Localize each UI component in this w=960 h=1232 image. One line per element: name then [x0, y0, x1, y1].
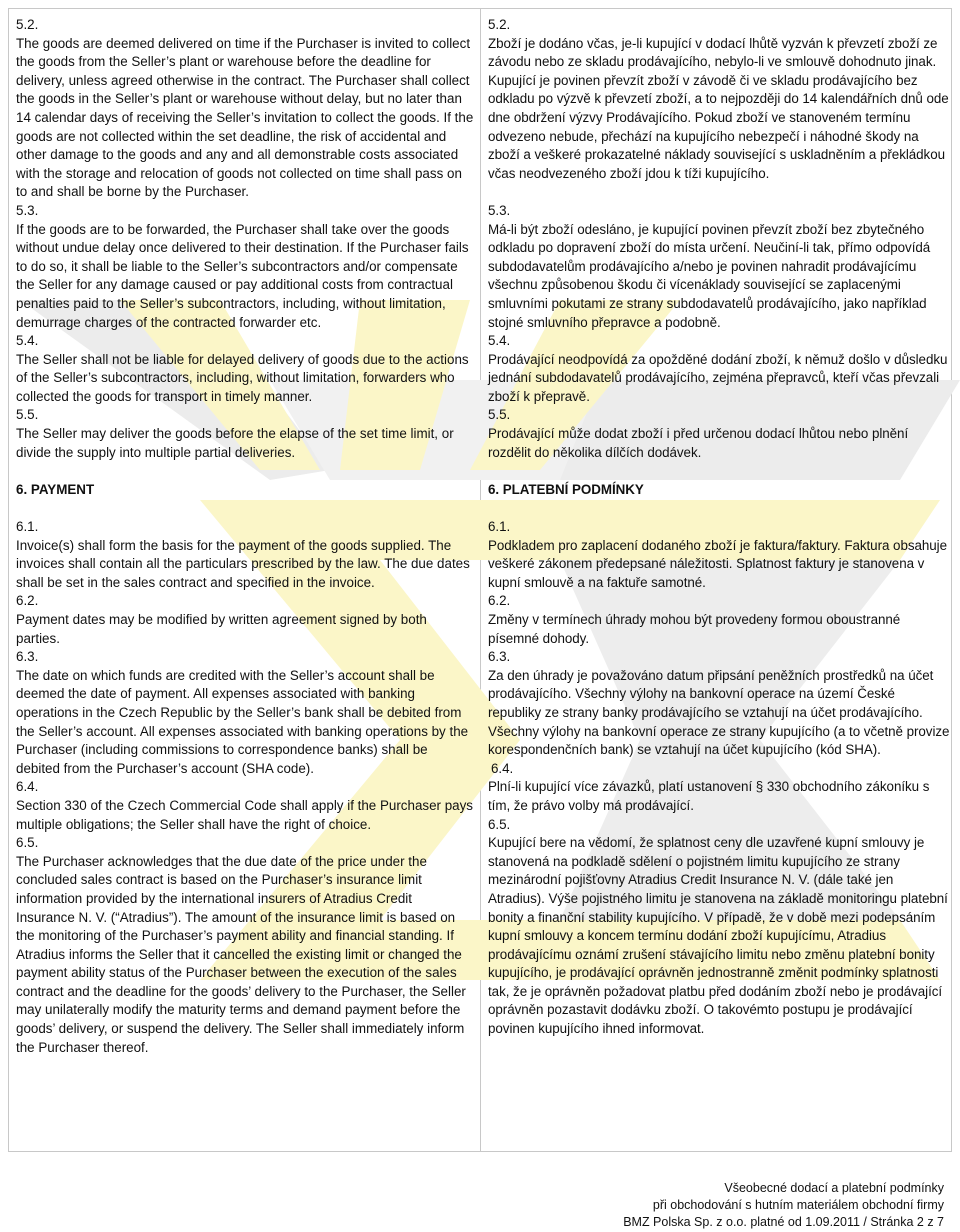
english-column	[16, 16, 474, 1057]
section-6-heading-cz: 6. PLATEBNÍ PODMÍNKY	[488, 481, 644, 497]
section-6-2-text-cz: Změny v termínech úhrady mohou být provedeny formou oboustranné písemné dohody.	[488, 612, 901, 646]
section-6-2-number-cz: 6.2.	[488, 593, 511, 609]
section-5-2-text-cz: Zboží je dodáno včas, je-li kupující v dodací lhůtě vyzván k převzetí zboží ze závodu nebo ze skladu prodávajícího, nebylo-li ve smlouvě dohodnuto jinak. Kupující je povinen převzít zboží v závodě či ve skladu prodávajícího bez odkladu po výzvě k převzetí zboží, a to nejpozději do 14 kalendářních dnů ode dne obdržení výzvy Prodávajícího. Pokud zboží ve stanoveném termínu odvezeno nebude, přechází na kupujícího nebezpečí i náhodné škody na zboží a veškeré prokazatelné náklady související s uskladněním a překládkou včas neodvezeného zboží jdou k tíži kupujícího.	[488, 35, 949, 181]
section-6-4-number-cz: 6.4.	[491, 760, 514, 776]
spacer	[16, 499, 474, 518]
section-5-4-number-cz: 5.4.	[488, 333, 511, 349]
section-5-5-text: The Seller may deliver the goods before the elapse of the set time limit, or divide the supply into multiple partial deliveries.	[16, 426, 454, 460]
section-6-1-text: Invoice(s) shall form the basis for the payment of the goods supplied. The invoices shall contain all the particulars prescribed by the law. The due dates shall be set in the sales contract and specified in the invoice.	[16, 537, 470, 590]
section-6-heading: 6. PAYMENT	[16, 481, 95, 497]
section-6-4-text: Section 330 of the Czech Commercial Code shall apply if the Purchaser pays multiple obligations; the Seller shall have the right of choice.	[16, 797, 474, 832]
section-5-4-text-cz: Prodávající neodpovídá za opožděné dodání zboží, k němuž došlo v důsledku jednání subdodavatelů prodávajícího, zejména přepravců, kteří včas převzali zboží k přepravě.	[488, 351, 948, 404]
section-5-3-number: 5.3.	[16, 202, 39, 218]
section-6-3-number-cz: 6.3.	[488, 649, 511, 665]
section-5-4-text: The Seller shall not be liable for delayed delivery of goods due to the actions of the Seller’s subcontractors, including, without limitation, forwarders who collected the goods for transport in timely manner.	[16, 351, 469, 404]
section-5-3-text-cz: Má-li být zboží odesláno, je kupující povinen převzít zboží bez zbytečného odkladu po dopravení zboží do místa určení. Neučiní-li tak, přímo odpovídá subdodavatelům prodávajícího a/nebo je povinen nahradit prodávajícímu všechnu způsobenou škodu či vícenáklady související se zaplacenými smluvními pokutami ze strany subdodavatelů prodávajícího, jako například stojné smluvního přepravce a podobně.	[488, 221, 931, 330]
section-5-5-text-cz: Prodávající může dodat zboží i před určenou dodací lhůtou nebo plnění rozdělit do několika dílčích dodávek.	[488, 426, 909, 460]
section-5-2-number: 5.2.	[16, 17, 39, 32]
footer-subtitle: při obchodování s hutním materiálem obchodní firmy	[652, 1198, 944, 1212]
section-6-1-number-cz: 6.1.	[488, 519, 511, 535]
section-5-5-number: 5.5.	[16, 407, 39, 423]
section-6-1-number: 6.1.	[16, 519, 39, 535]
section-6-3-number: 6.3.	[16, 649, 39, 665]
spacer	[16, 462, 474, 481]
section-5-3-number-cz: 5.3.	[488, 202, 511, 218]
section-6-5-text: The Purchaser acknowledges that the due date of the price under the concluded sales contract is based on the Purchaser’s insurance limit information provided by the international insurers of Atradius Credit Insurance N. V. (“Atradius”). The amount of the insurance limit is based on the monitoring of the Purchaser’s payment ability and financial standing. If Atradius informs the Seller that it cancelled the existing limit or changed the payment ability status of the Purchaser between the execution of the sales contract and the deadline for the goods’ delivery to the Purchaser, the Seller may unilaterally modify the maturity terms and demand payment before the goods’ delivery, or suspend the delivery. The Seller shall immediately inform the Purchaser thereof.	[16, 853, 466, 1055]
section-6-3-text-cz: Za den úhrady je považováno datum připsání peněžních prostředků na účet prodávajícího. Všechny výlohy na bankovní operace na území České republiky ze strany banky prodávajícího se vztahují na účet prodávajícího. Všechny výlohy na bankovní operace ze strany kupujícího (a to včetně provize korespondenčních bank) se vztahují na účet kupujícího (kód SHA).	[488, 667, 950, 758]
section-6-5-text-cz: Kupující bere na vědomí, že splatnost ceny dle uzavřené kupní smlouvy je stanovená na podkladě sdělení o pojistném limitu kupujícího ze strany mezinárodní pojišťovny Atradius Credit Insurance N. V. (dále také jen Atradius). Výše pojistného limitu je stanovena na základě monitoringu platební bonity a finanční stability kupujícího. V případě, že v době mezi podepsáním kupní smlouvy a koncem termínu dodání zboží kupujícímu, Atradius prodávajícímu oznámí zrušení stávajícího limitu nebo změnu platební bonity kupujícího, je prodávající oprávněn jednostranně změnit podmínky splatnosti tak, že je oprávněn požadovat platbu před dodáním zboží nebo je prodávající oprávněn pozastavit dodávku zboží. O takovémto postupu je prodávající povinen kupujícího ihned informovat.	[488, 835, 948, 1037]
section-6-2-text: Payment dates may be modified by written agreement signed by both parties.	[16, 612, 427, 646]
section-5-4-number: 5.4.	[16, 333, 39, 349]
section-6-2-number: 6.2.	[16, 593, 39, 609]
section-5-2-number-cz: 5.2.	[488, 17, 511, 32]
section-6-1-text-cz: Podkladem pro zaplacení dodaného zboží je faktura/faktury. Faktura obsahuje veškeré zákonem předepsané náležitosti. Splatnost faktury je stanovena v kupní smlouvě a na faktuře samotné.	[488, 537, 948, 590]
section-5-5-number-cz: 5.5.	[488, 407, 511, 423]
page-footer	[623, 1180, 944, 1231]
footer-page-info: BMZ Polska Sp. z o.o. platné od 1.09.2011 / Stránka 2 z 7	[623, 1215, 944, 1229]
spacer	[488, 499, 950, 518]
section-6-4-text-cz: Plní-li kupující více závazků, platí ustanovení § 330 obchodního zákoníku s tím, že právo volby má prodávající.	[488, 779, 930, 813]
footer-title: Všeobecné dodací a platební podmínky	[724, 1181, 944, 1195]
czech-column	[488, 16, 950, 1039]
spacer	[488, 183, 950, 202]
section-6-5-number: 6.5.	[16, 835, 39, 851]
spacer	[488, 462, 950, 481]
section-5-2-text: The goods are deemed delivered on time if the Purchaser is invited to collect the goods from the Seller’s plant or warehouse before the deadline for delivery, unless agreed otherwise in the contract. The Purchaser shall collect the goods in the Seller’s plant or warehouse without delay, but no later than 14 calendar days of receiving the Seller’s invitation to collect the goods. If the goods are not collected within the set deadline, the risk of accidental and other damage to the goods and any and all demonstrable costs associated with the storage and relocation of goods not collected on time shall pass on to and shall be borne by the Purchaser.	[16, 35, 474, 200]
section-6-5-number-cz: 6.5.	[488, 816, 511, 832]
section-6-3-text: The date on which funds are credited with the Seller’s account shall be deemed the date of payment. All expenses associated with banking operations in the Czech Republic by the Seller’s bank shall be debited from the Seller’s account. All expenses associated with banking operations by the Purchaser (including commissions to correspondence banks) shall be debited from the Purchaser’s account (SHA code).	[16, 667, 469, 776]
section-6-4-number: 6.4.	[16, 779, 39, 795]
section-5-3-text: If the goods are to be forwarded, the Purchaser shall take over the goods without undue delay once delivered to their destination. If the Purchaser fails to do so, it shall be liable to the Seller’s subcontractors and/or compensate the Seller for any damage caused or pay additional costs from contractual penalties paid to the Seller’s subcontractors, including, without limitation, demurrage charges of the contracted forwarder etc.	[16, 221, 469, 330]
